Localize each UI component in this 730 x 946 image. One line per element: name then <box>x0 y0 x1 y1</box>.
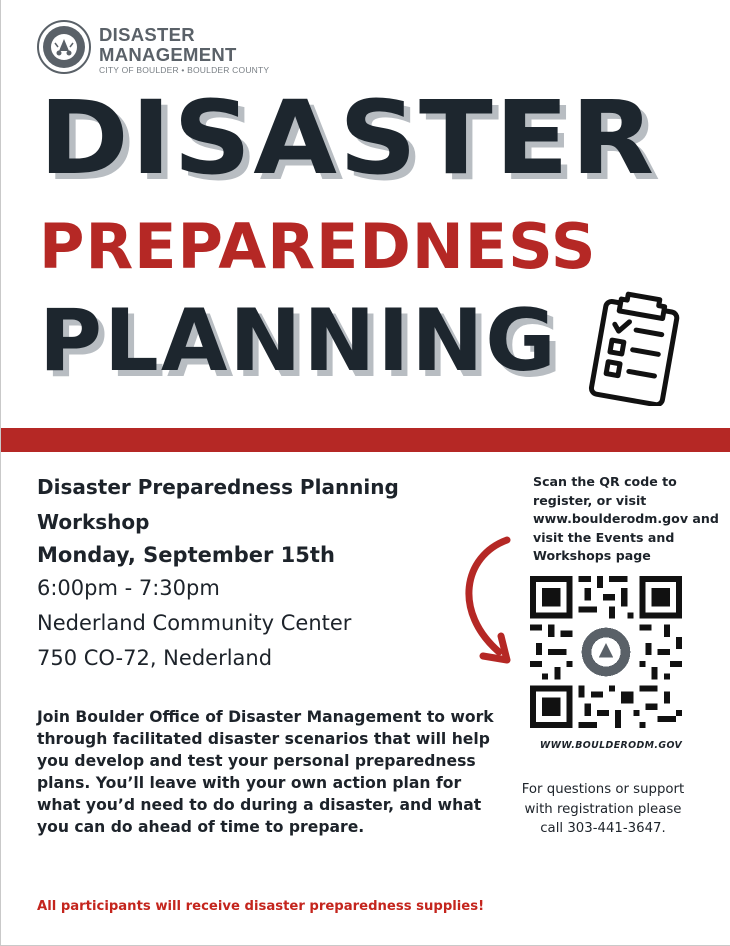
supplies-note: All participants will receive disaster preparedness supplies! <box>37 899 485 914</box>
title-planning: PLANNING <box>39 291 558 391</box>
curved-arrow-icon <box>445 534 531 674</box>
registration-instructions: Scan the QR code to register, or visit www.boulderodm.gov and visit the Events and Workshops page <box>533 474 719 563</box>
qr-code[interactable] <box>530 576 682 728</box>
website-url[interactable]: WWW.BOULDERODM.GOV <box>539 740 683 751</box>
title-preparedness: PREPAREDNESS <box>39 210 597 283</box>
org-name-line2: MANAGEMENT <box>99 43 237 65</box>
event-title-line1: Disaster Preparedness Planning <box>37 475 399 499</box>
event-venue: Nederland Community Center <box>37 611 352 635</box>
event-address: 750 CO-72, Nederland <box>37 646 273 670</box>
logo-seal <box>37 20 91 74</box>
org-subtitle: CITY OF BOULDER • BOULDER COUNTY <box>99 65 270 75</box>
clipboard-checklist-icon <box>579 290 689 406</box>
event-time: 6:00pm - 7:30pm <box>37 576 220 600</box>
divider-bar <box>1 428 730 452</box>
title-disaster: DISASTER <box>39 79 657 198</box>
event-date: Monday, September 15th <box>37 543 335 567</box>
contact-info: For questions or support with registration please call 303-441-3647. <box>521 782 685 836</box>
event-title-line2: Workshop <box>37 510 150 534</box>
event-description: Join Boulder Office of Disaster Management to work through facilitated disaster scenarios that will help you develop and test your personal preparedness plans. You’ll leave with your own action plan for what you’d need to do during a disaster, and what you can do ahead of time to prepare. <box>37 708 494 836</box>
org-name-line1: DISASTER <box>99 24 195 45</box>
org-name <box>99 26 269 75</box>
